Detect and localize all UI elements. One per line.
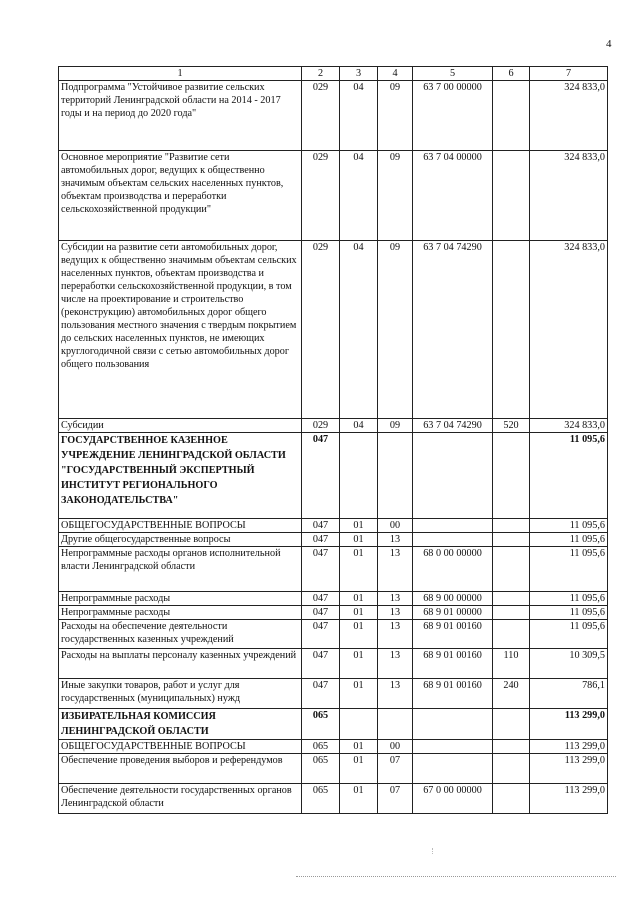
row-subsection: 13 <box>378 649 413 679</box>
header-col-6: 6 <box>493 67 530 81</box>
row-target-article <box>413 740 493 754</box>
table-row <box>59 620 608 649</box>
row-subsection: 13 <box>378 620 413 649</box>
row-amount: 11 095,6 <box>530 519 608 533</box>
row-target-article: 68 9 01 00160 <box>413 649 493 679</box>
row-expense-type <box>493 81 530 151</box>
row-admin-code: 047 <box>302 547 340 592</box>
row-amount: 113 299,0 <box>530 784 608 814</box>
row-section: 01 <box>340 754 378 784</box>
row-admin-code: 047 <box>302 606 340 620</box>
table-row <box>59 81 608 151</box>
row-name: Субсидии <box>59 419 302 433</box>
row-subsection: 00 <box>378 740 413 754</box>
row-section: 04 <box>340 241 378 419</box>
row-subsection: 00 <box>378 519 413 533</box>
row-expense-type <box>493 433 530 519</box>
row-amount: 113 299,0 <box>530 754 608 784</box>
row-expense-type <box>493 533 530 547</box>
row-expense-type <box>493 620 530 649</box>
row-amount: 113 299,0 <box>530 740 608 754</box>
row-subsection <box>378 433 413 519</box>
row-subsection: 09 <box>378 151 413 241</box>
row-expense-type <box>493 784 530 814</box>
row-expense-type <box>493 241 530 419</box>
row-name: Субсидии на развитие сети автомобильных дорог, ведущих к общественно значимым объектам сельских населенных пунктов, объектам производства и переработки сельскохозяйственной продукции, в том числе на проектирование и строительство (реконструкцию) автомобильных дорог общего пользования местного значения с твердым покрытием до сельских населенных пунктов, не имеющих круглогодичной связи с сетью автомобильных дорог общего пользования <box>59 241 302 419</box>
row-subsection: 13 <box>378 547 413 592</box>
header-col-4: 4 <box>378 67 413 81</box>
table-row <box>59 419 608 433</box>
row-amount: 113 299,0 <box>530 709 608 740</box>
row-amount: 10 309,5 <box>530 649 608 679</box>
row-target-article <box>413 533 493 547</box>
row-target-article <box>413 754 493 784</box>
row-name: Расходы на выплаты персоналу казенных учреждений <box>59 649 302 679</box>
table-row <box>59 649 608 679</box>
header-col-2: 2 <box>302 67 340 81</box>
row-section: 01 <box>340 679 378 709</box>
row-expense-type <box>493 151 530 241</box>
table-row <box>59 754 608 784</box>
row-target-article: 67 0 00 00000 <box>413 784 493 814</box>
row-target-article <box>413 433 493 519</box>
row-name: Непрограммные расходы <box>59 592 302 606</box>
row-expense-type <box>493 547 530 592</box>
table-row <box>59 709 608 740</box>
table-row <box>59 547 608 592</box>
row-subsection: 13 <box>378 679 413 709</box>
row-section: 01 <box>340 519 378 533</box>
row-name: Расходы на обеспечение деятельности государственных казенных учреждений <box>59 620 302 649</box>
row-subsection <box>378 709 413 740</box>
table-row <box>59 592 608 606</box>
row-admin-code: 029 <box>302 419 340 433</box>
row-admin-code: 047 <box>302 679 340 709</box>
row-amount: 11 095,6 <box>530 606 608 620</box>
row-target-article: 63 7 04 74290 <box>413 419 493 433</box>
row-name: Непрограммные расходы <box>59 606 302 620</box>
row-admin-code: 047 <box>302 433 340 519</box>
row-expense-type <box>493 709 530 740</box>
table-row <box>59 433 608 519</box>
row-admin-code: 065 <box>302 754 340 784</box>
table-row <box>59 533 608 547</box>
row-section: 01 <box>340 649 378 679</box>
row-amount: 324 833,0 <box>530 81 608 151</box>
row-section: 04 <box>340 81 378 151</box>
row-section: 04 <box>340 151 378 241</box>
row-name: Обеспечение деятельности государственных органов Ленинградской области <box>59 784 302 814</box>
row-name: ИЗБИРАТЕЛЬНАЯ КОМИССИЯ ЛЕНИНГРАДСКОЙ ОБЛАСТИ <box>59 709 302 740</box>
row-amount: 324 833,0 <box>530 241 608 419</box>
row-section: 04 <box>340 419 378 433</box>
row-admin-code: 065 <box>302 709 340 740</box>
row-admin-code: 029 <box>302 151 340 241</box>
row-target-article: 68 9 01 00000 <box>413 606 493 620</box>
header-col-7: 7 <box>530 67 608 81</box>
row-name: Подпрограмма "Устойчивое развитие сельских территорий Ленинградской области на 2014 - 2017 годы и на период до 2020 года" <box>59 81 302 151</box>
row-target-article: 68 9 01 00160 <box>413 679 493 709</box>
row-name: ОБЩЕГОСУДАРСТВЕННЫЕ ВОПРОСЫ <box>59 740 302 754</box>
table-header-row <box>59 67 608 81</box>
page-number: 4 <box>606 38 612 50</box>
row-amount: 11 095,6 <box>530 533 608 547</box>
row-name: ГОСУДАРСТВЕННОЕ КАЗЕННОЕ УЧРЕЖДЕНИЕ ЛЕНИНГРАДСКОЙ ОБЛАСТИ "ГОСУДАРСТВЕННЫЙ ЭКСПЕРТНЫЙ ИНСТИТУТ РЕГИОНАЛЬНОГО ЗАКОНОДАТЕЛЬСТВА" <box>59 433 302 519</box>
row-section <box>340 709 378 740</box>
row-target-article <box>413 519 493 533</box>
row-section: 01 <box>340 547 378 592</box>
table-row <box>59 740 608 754</box>
table-row <box>59 784 608 814</box>
row-section: 01 <box>340 740 378 754</box>
row-admin-code: 047 <box>302 592 340 606</box>
table-row <box>59 606 608 620</box>
row-target-article: 63 7 04 00000 <box>413 151 493 241</box>
row-amount: 324 833,0 <box>530 419 608 433</box>
row-expense-type: 520 <box>493 419 530 433</box>
row-amount: 11 095,6 <box>530 620 608 649</box>
scan-mark <box>432 848 434 854</box>
row-expense-type <box>493 592 530 606</box>
header-col-5: 5 <box>413 67 493 81</box>
row-expense-type <box>493 606 530 620</box>
row-target-article: 68 9 01 00160 <box>413 620 493 649</box>
row-expense-type: 110 <box>493 649 530 679</box>
scan-edge-line <box>296 876 616 878</box>
row-section <box>340 433 378 519</box>
row-name: Обеспечение проведения выборов и референдумов <box>59 754 302 784</box>
row-expense-type: 240 <box>493 679 530 709</box>
row-subsection: 13 <box>378 606 413 620</box>
header-col-3: 3 <box>340 67 378 81</box>
row-expense-type <box>493 740 530 754</box>
row-name: ОБЩЕГОСУДАРСТВЕННЫЕ ВОПРОСЫ <box>59 519 302 533</box>
row-subsection: 13 <box>378 533 413 547</box>
row-section: 01 <box>340 620 378 649</box>
row-section: 01 <box>340 606 378 620</box>
row-admin-code: 047 <box>302 620 340 649</box>
header-col-1: 1 <box>59 67 302 81</box>
row-subsection: 07 <box>378 754 413 784</box>
row-target-article: 63 7 04 74290 <box>413 241 493 419</box>
row-target-article: 63 7 00 00000 <box>413 81 493 151</box>
row-amount: 324 833,0 <box>530 151 608 241</box>
row-name: Основное мероприятие "Развитие сети автомобильных дорог, ведущих к общественно значимым объектам сельских населенных пунктов, объектам производства и переработки сельскохозяйственной продукции" <box>59 151 302 241</box>
row-admin-code: 065 <box>302 784 340 814</box>
row-name: Непрограммные расходы органов исполнительной власти Ленинградской области <box>59 547 302 592</box>
table-row <box>59 151 608 241</box>
budget-table <box>58 66 608 814</box>
row-admin-code: 029 <box>302 81 340 151</box>
row-name: Другие общегосударственные вопросы <box>59 533 302 547</box>
row-target-article: 68 9 00 00000 <box>413 592 493 606</box>
row-subsection: 09 <box>378 419 413 433</box>
row-amount: 11 095,6 <box>530 547 608 592</box>
table-row <box>59 519 608 533</box>
row-section: 01 <box>340 784 378 814</box>
table-row <box>59 679 608 709</box>
row-section: 01 <box>340 533 378 547</box>
row-section: 01 <box>340 592 378 606</box>
row-subsection: 07 <box>378 784 413 814</box>
row-admin-code: 065 <box>302 740 340 754</box>
row-target-article <box>413 709 493 740</box>
table-row <box>59 241 608 419</box>
row-expense-type <box>493 754 530 784</box>
row-admin-code: 047 <box>302 533 340 547</box>
row-subsection: 09 <box>378 241 413 419</box>
row-amount: 786,1 <box>530 679 608 709</box>
row-subsection: 13 <box>378 592 413 606</box>
row-amount: 11 095,6 <box>530 433 608 519</box>
row-target-article: 68 0 00 00000 <box>413 547 493 592</box>
row-admin-code: 029 <box>302 241 340 419</box>
row-amount: 11 095,6 <box>530 592 608 606</box>
row-admin-code: 047 <box>302 519 340 533</box>
row-name: Иные закупки товаров, работ и услуг для государственных (муниципальных) нужд <box>59 679 302 709</box>
row-admin-code: 047 <box>302 649 340 679</box>
row-expense-type <box>493 519 530 533</box>
row-subsection: 09 <box>378 81 413 151</box>
